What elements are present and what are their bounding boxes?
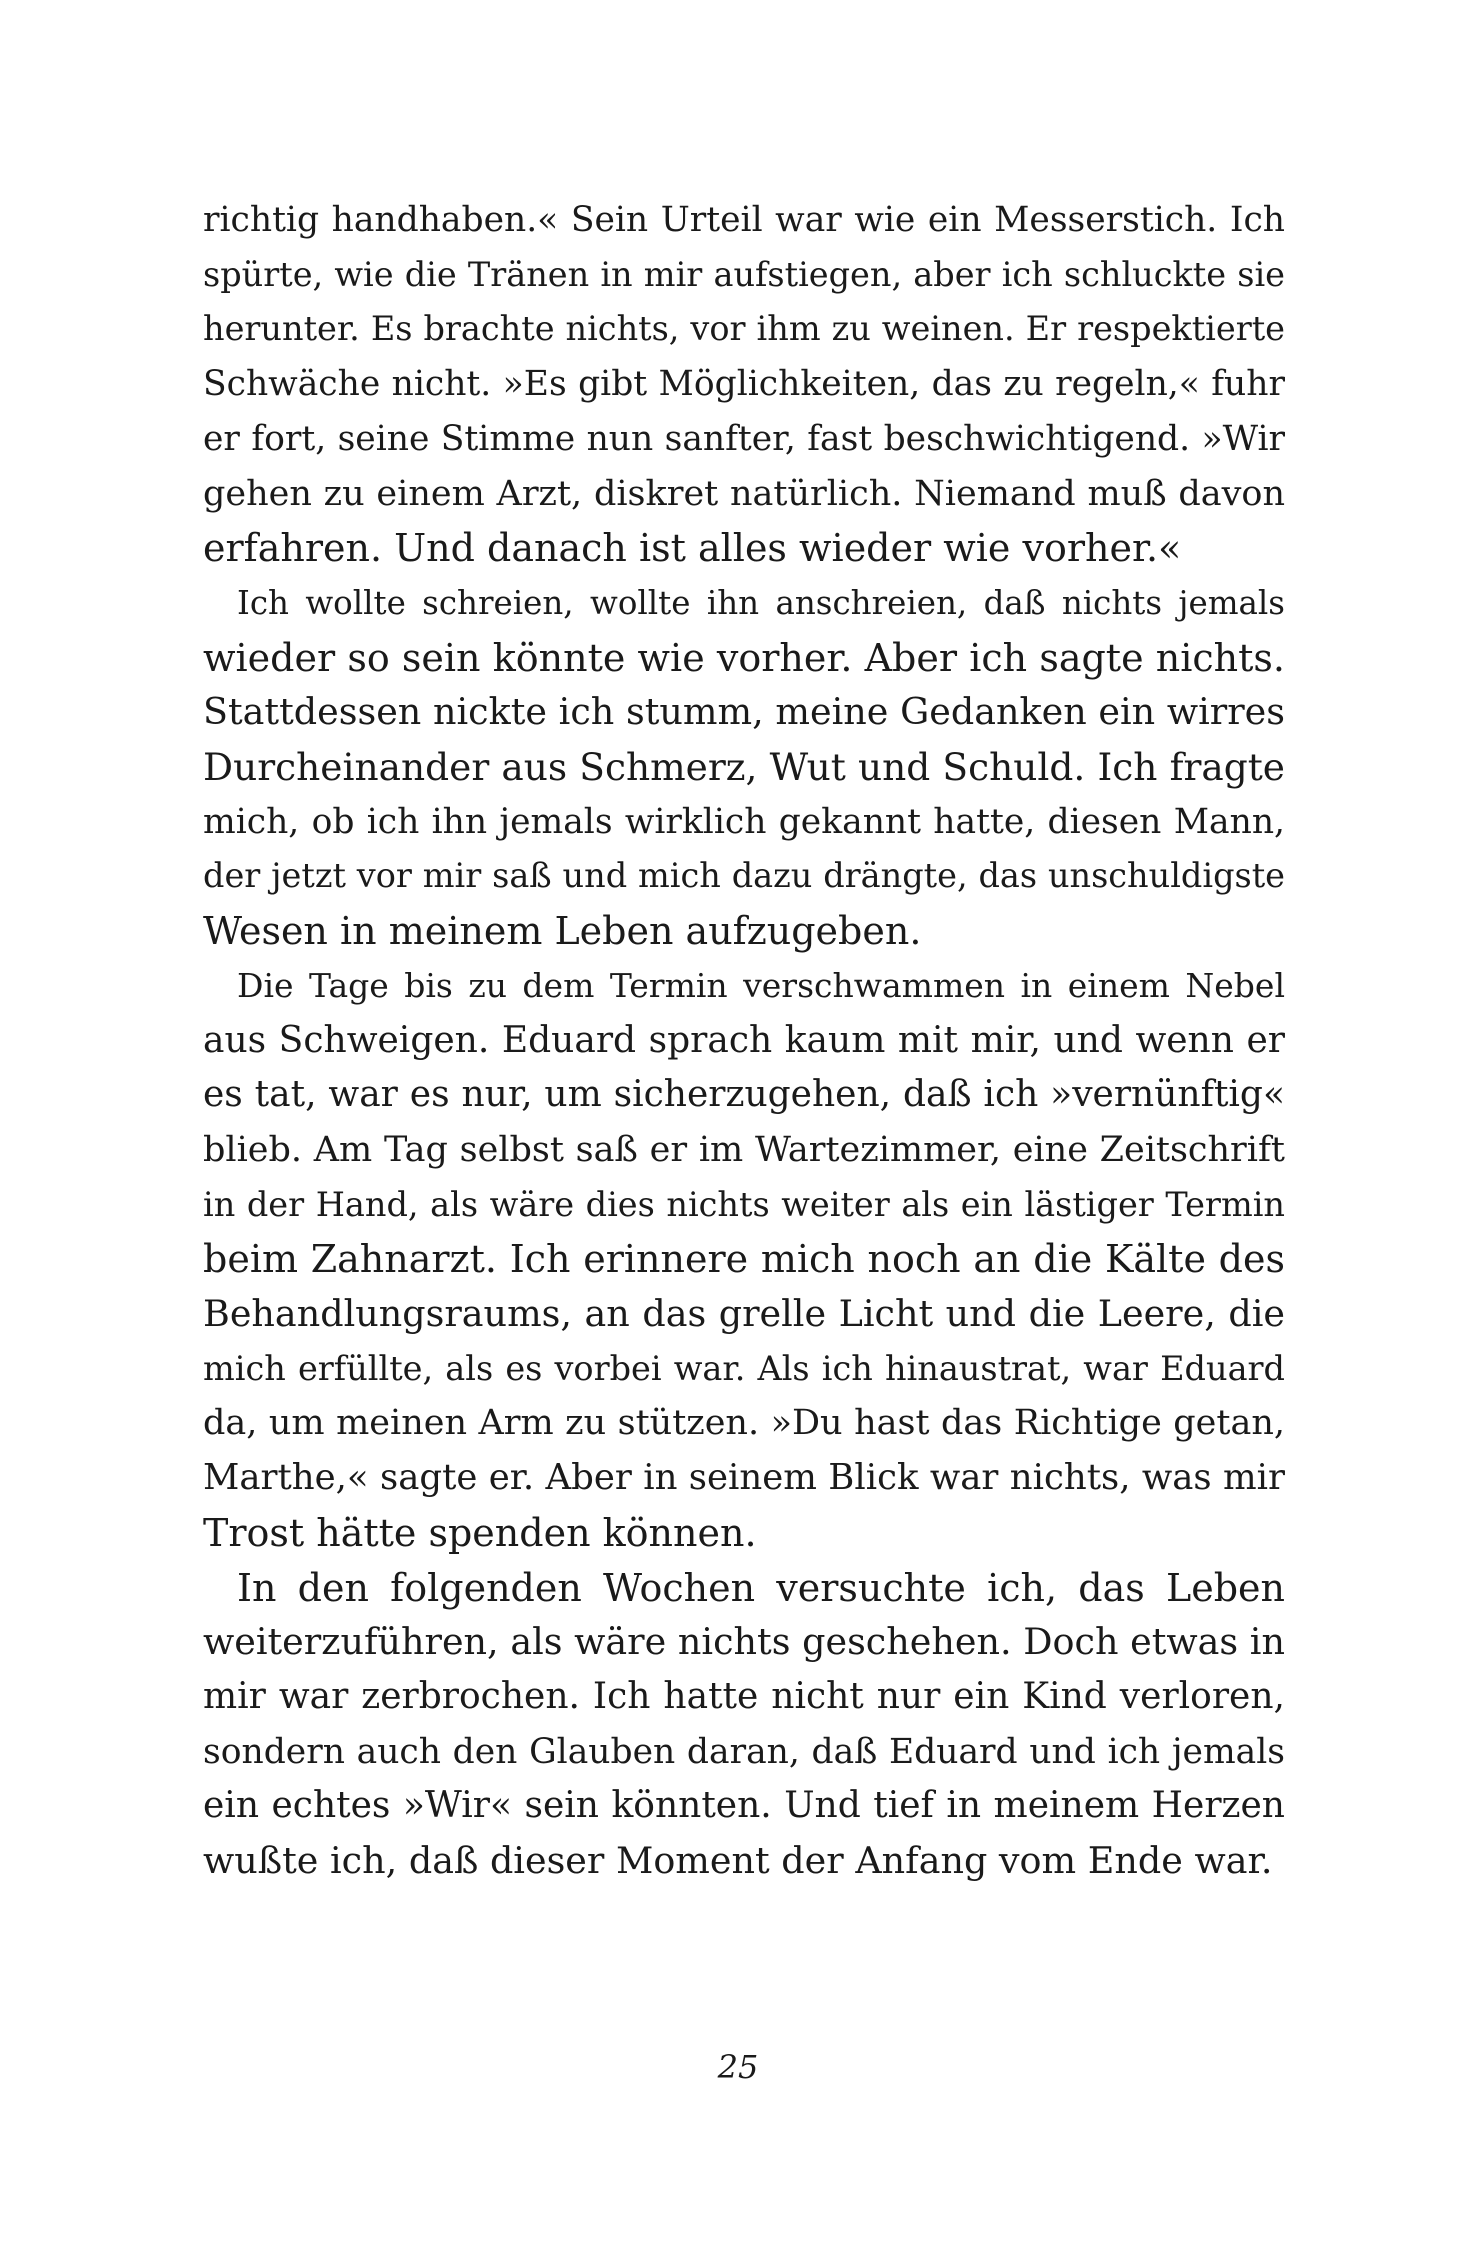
text-line: Die Tage bis zu dem Termin verschwammen in einem Nebel: [237, 965, 1285, 1005]
text-line: mich erfüllte, als es vorbei war. Als ich hinaustrat, war Eduard: [203, 1348, 1285, 1388]
text-line: herunter. Es brachte nichts, vor ihm zu weinen. Er respektierte: [203, 309, 1285, 349]
text-line: weiterzuführen, als wäre nichts geschehen. Doch etwas in: [203, 1620, 1285, 1664]
page-number: 25: [717, 2048, 759, 2086]
text-line: spürte, wie die Tränen in mir aufstiegen, aber ich schluckte sie: [203, 254, 1285, 294]
text-line: Wesen in meinem Leben aufzugeben.: [203, 909, 922, 954]
text-line: erfahren. Und danach ist alles wieder wie vorher.«: [203, 526, 1182, 571]
text-line: er fort, seine Stimme nun sanfter, fast beschwichtigend. »Wir: [203, 418, 1285, 459]
text-line: In den folgenden Wochen versuchte ich, das Leben: [237, 1565, 1285, 1610]
paragraph-2: [203, 576, 1285, 959]
text-line: es tat, war es nur, um sicherzugehen, daß ich »vernünftig«: [203, 1074, 1285, 1116]
text-line: beim Zahnarzt. Ich erinnere mich noch an die Kälte des: [203, 1237, 1285, 1282]
text-line: Schwäche nicht. »Es gibt Möglichkeiten, das zu regeln,« fuhr: [203, 364, 1285, 405]
text-line: mich, ob ich ihn jemals wirklich gekannt hatte, diesen Mann,: [203, 801, 1285, 842]
text-line: Behandlungsraums, an das grelle Licht und die Leere, die: [203, 1292, 1285, 1336]
text-line: da, um meinen Arm zu stützen. »Du hast das Richtige getan,: [203, 1403, 1285, 1444]
text-line: richtig handhaben.« Sein Urteil war wie ein Messerstich. Ich: [203, 200, 1285, 240]
text-line: blieb. Am Tag selbst saß er im Wartezimmer, eine Zeitschrift: [203, 1129, 1285, 1170]
paragraph-4: [203, 1561, 1285, 1889]
text-line: aus Schweigen. Eduard sprach kaum mit mir, und wenn er: [203, 1019, 1285, 1061]
text-line: Trost hätte spenden können.: [203, 1510, 757, 1555]
text-line: sondern auch den Glauben daran, daß Eduard und ich jemals: [203, 1731, 1285, 1772]
text-line: mir war zerbrochen. Ich hatte nicht nur ein Kind verloren,: [203, 1675, 1285, 1717]
text-line: der jetzt vor mir saß und mich dazu drängte, das unschuldigste: [203, 856, 1285, 896]
paragraph-3: [203, 959, 1285, 1561]
text-line: ein echtes »Wir« sein könnten. Und tief in meinem Herzen: [203, 1785, 1285, 1827]
body-text: [203, 193, 1285, 1889]
text-line: wußte ich, daß dieser Moment der Anfang vom Ende war.: [203, 1839, 1273, 1883]
text-line: gehen zu einem Arzt, diskret natürlich. Niemand muß davon: [203, 473, 1285, 514]
text-line: Ich wollte schreien, wollte ihn anschreien, daß nichts jemals: [237, 583, 1285, 622]
paragraph-1: [203, 193, 1285, 576]
text-line: Stattdessen nickte ich stumm, meine Gedanken ein wirres: [203, 690, 1285, 734]
text-line: Marthe,« sagte er. Aber in seinem Blick war nichts, was mir: [203, 1457, 1285, 1499]
text-line: Durcheinander aus Schmerz, Wut und Schuld. Ich fragte: [203, 745, 1285, 790]
text-line: in der Hand, als wäre dies nichts weiter als ein lästiger Termin: [203, 1184, 1285, 1224]
text-line: wieder so sein könnte wie vorher. Aber ich sagte nichts.: [203, 635, 1285, 680]
